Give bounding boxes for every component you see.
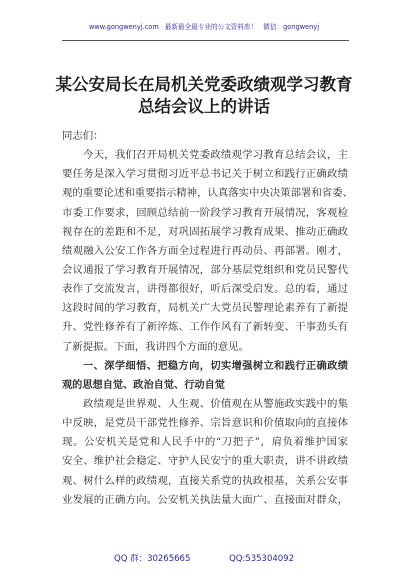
body-line: 市委工作要求，回顾总结前一阶段学习教育开展情况，客观检: [62, 206, 348, 219]
body-line: 这段时间的学习教育，局机关广大党员民警理论素养有了新提: [62, 302, 348, 315]
body-line: 视存在的差距和不足，对巩固拓展学习教育成果、推动正确政: [62, 225, 348, 238]
body-line: 绩观融入公安工作各方面全过程进行再动员、再部署。刚才，: [62, 244, 348, 257]
footer-qq-group: QQ 群：30265665: [114, 554, 191, 564]
page-header: [0, 22, 408, 32]
header-divider: [62, 40, 349, 41]
body-line: 表作了交流发言，讲得都很好，听后深受启发。总的看，通过: [62, 283, 348, 296]
body-line: 政绩观是世界观、人生观、价值观在从警施政实践中的集: [83, 397, 348, 410]
body-line: 今天，我们召开局机关党委政绩观学习教育总结会议，主: [83, 149, 348, 162]
footer-qq: QQ:535304092: [229, 554, 294, 564]
body-line: 要任务是深入学习贯彻习近平总书记关于树立和践行正确政绩: [62, 168, 348, 181]
document-body: [62, 127, 353, 510]
page-footer: [0, 552, 408, 564]
body-line: 观、树什么样的政绩观，直接关系党的执政根基，关系公安事: [62, 474, 348, 487]
body-line: 会议通报了学习教育开展情况，部分基层党组织和党员民警代: [62, 263, 348, 276]
header-site-link[interactable]: www.gongwenyj.com: [88, 23, 159, 31]
body-line: 现。公安机关是党和人民手中的“刀把子”，肩负着维护国家: [62, 436, 348, 449]
document-title: [0, 74, 408, 118]
header-wechat: 微信：gongwenyj: [263, 23, 320, 31]
section-heading-1: 一、深学细悟、把稳方向，切实增强树立和践行正确政绩: [83, 360, 348, 372]
salutation: 同志们：: [62, 130, 104, 142]
body-line: 观的重要论述和重要指示精神，认真落实中央决策部署和省委、: [62, 187, 353, 200]
title-line-2: 总结会议上的讲话: [138, 97, 270, 116]
body-line: 中反映，是党员干部党性修养、宗旨意识和价值取向的直接体: [62, 417, 348, 430]
header-slogan: 最新最全最专业的公文资料库！: [164, 23, 258, 31]
body-line: 升、党性修养有了新淬炼、工作作风有了新转变、干事劲头有: [62, 321, 348, 334]
title-line-1: 某公安局长在局机关党委政绩观学习教育: [55, 75, 353, 94]
body-line: 安全、维护社会稳定、守护人民安宁的重大职责，讲不讲政绩: [62, 455, 348, 468]
section-heading-1-cont: 观的思想自觉、政治自觉、行动自觉: [62, 379, 225, 391]
body-line: 了新提振。下面，我讲四个方面的意见。: [62, 340, 250, 353]
body-line: 业发展的正确方向。公安机关执法量大面广、直接面对群众，: [62, 493, 348, 506]
